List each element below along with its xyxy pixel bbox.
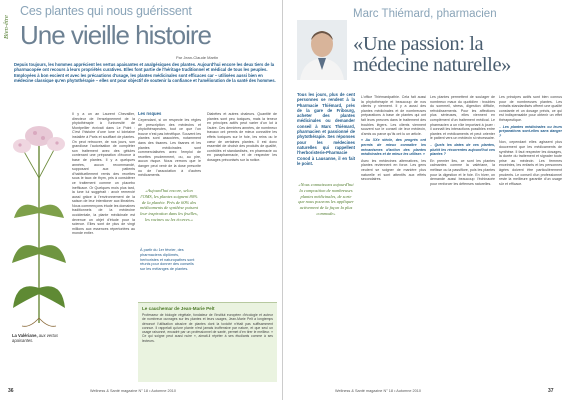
interview-column-2 — [430, 95, 495, 383]
illustration-caption — [12, 333, 62, 343]
body-column-2-text: Cependant, si on respecte les règles de prescription des médecins et phytothérapeutes, tout ce que l'on trouve n'est pas bénéfique. Souvent les plantes sont associées, notamment dans des tisanes. Les tisanes et les plantes médicinales sont commercialisées avec l'emploi de recettes prudemment, ou, au pire, aucun risque. Nous verrons que le danger peut venir de la dose prescrite ou de l'association à d'autres médicaments. — [138, 118, 201, 178]
caption-plant-name: La Valériane, — [12, 333, 38, 338]
interview-column-1-text: L'office Thiémardpathie. Cela fait aussi la phytothérapie et beaucoup de nos clients y viennent. Il y a aussi des plantes médicinales et de nombreuses préparations à base de plantes qui ont fait leurs preuves dans le traitement des troubles légers. Les clients viennent souvent sur le conseil de leur médecin, d'amis ou parce qu'ils ont lu un article. — [361, 95, 426, 136]
aside-note: À partir du 1er février, des pharmaciens diplômés, herboristes et naturopathes sont réunis pour donner des conseils sur les mélanges de plantes. — [140, 248, 195, 272]
page-number-left: 36 — [8, 388, 14, 394]
right-page — [283, 0, 566, 400]
interview-column-3 — [499, 95, 562, 383]
body-column-3: Diabètes et autres chaleurs. Quantité de plantes sont peu toxiques, mais la teneur en principes actifs peut varier d'un lot à l'autre. Ces dernières années, de nombreux travaux ont permis de mieux connaître les effets toxiques sur le foie, les reins ou le cœur de certaines plantes. Il est donc essentiel de choisir des produits de qualité, contrôlés et standardisés, en pharmacie ou en parapharmacie, et de respecter les dosages préconisés sur la notice. — [207, 112, 277, 162]
footer-left: Wellness & Santé magazine N° 18 • Automne 2010 — [90, 389, 176, 393]
valerian-plant-illustration — [10, 118, 68, 328]
article-kicker: Ces plantes qui nous guérissent — [20, 4, 192, 18]
article-intro: Depuis toujours, les hommes apprécient les vertus apaisantes et analgésiques des plantes. Aujourd'hui encore les deux tiers de la pharmacopée ont recours à leurs propriétés curatives. Elles font partie de l'héritage traditionnel et médical de tous les peuples. Employées à bon escient et avec les précautions d'usage, les plantes médicinales sont efficaces car – utilisées aussi bien en médecine classique qu'en phytothérapie – elles ont pour objectif de soutenir la confiance et l'amélioration de la santé des hommes. — [14, 62, 276, 83]
interview-title: «Une passion: la médecine naturelle» — [353, 33, 512, 76]
pull-quote-right: «Nous connaissons aujourd'hui la composition de nombreuses plantes médicinales, de sorte que nous pouvons les appliquer activement de la façon la plus commode» — [298, 182, 354, 216]
interview-intro: Tous les jours, plus de cent personnes se rendent à la Pharmacie Thiémard, près de la gare de Fribourg, acheter des plantes médicinales ou demander conseil à Marc Thiémard, pharmacien et passionné de phytothérapie. Ses réponses pour les médecines naturelles qui rappellent l'herboristerie-Pharmacie Conod à Lausanne, il en fait le point. — [297, 92, 355, 166]
sidebar-box-body: Professeur de biologie végétale, fondateur de l'Institut européen d'écologie et auteur de nombreux ouvrages sur les plantes et leurs usages, Jean-Marie Pelt a longtemps dénoncé l'utilisation abusive de plantes dont la toxicité n'était pas suffisamment connue. Il rappelait qu'une plante n'est jamais inoffensive par nature, et que seul un usage raisonné, encadré par un professionnel de santé, permet d'en tirer le meilleur. « Ce qui soigne peut aussi nuire », aimait-il répéter à ses étudiants comme à ses lecteurs. — [142, 313, 273, 343]
caption-text: aux vertus apaisantes. — [12, 333, 59, 344]
article-byline: Par Jean-Claude Martin — [176, 55, 219, 60]
body-column-1: Il y a un an Laurent Chevallier, directeur de l'enseignement de la phytothérapie à l'université de Montpellier écrivait dans Le Point : C'est l'histoire d'une lune si lointaine installée à Paris et soufflant de plantes. On peut retrouver, de nos jours, son grandiose l'autorisation de compléter son traitement avec des gélules contenant une préparation d'écorce à base de plantes. Il y a quelques années, aucun recommandé, supposant aux patients d'habituellement remis des recettes sous le taux de thym, pris à considérer ce traitement comme un placebo inefficace. Or Quelques mois plus tard, la lune lui suggérait : avoir remercié aussi grâce à l'environnement de la saison de leur intentioner aux librairies. Nous commençons étude les domaines traditionnels de la médecine occidentale, la plante médicinale est devenue un objet d'étude pour la science. Elles sont de plus de vingt millions aux essences répertoriées au monde entier. — [72, 112, 135, 236]
sidebar-box — [138, 302, 277, 382]
pull-quote-left: «Aujourd'hui encore, selon l'OMS, les plantes soignent 80% de la planète. Près de 60% des médicaments de synthèse puisent leur inspiration dans les feuilles, les racines ou les écorces.» — [140, 188, 198, 222]
interview-question-1: « Au XXe siècle, des progrès ont permis de mieux connaître les mécanismes d'action des plantes médicinales et de mieux les utiliser. » — [361, 138, 426, 157]
interview-question-2: – Quels les dates de ces plantes, plutôt les récurrentes aujourd'hui ces plantes ? — [430, 142, 495, 157]
interview-column-2-text-b: En premier lieu, ce sont les plantes calmantes comme la valériane, la mélisse ou la passiflore, puis les plantes pour la digestion et le foie. En hiver, on demande aussi beaucoup l'échinacée pour renforcer les défenses naturelles. — [430, 158, 495, 186]
pharmacist-portrait — [297, 20, 347, 80]
interview-column-3-text: Les principes actifs sont bien connus pour de nombreuses plantes. Les extraits standardisés offrent une qualité constante et un dosage précis, ce qui est indispensable pour obtenir un effet thérapeutique. — [499, 95, 562, 122]
subhead-risks: Les risques — [138, 112, 162, 116]
footer-right: Wellness & Santé magazine N° 18 • Automne 2010 — [335, 389, 421, 393]
article-title: Une vieille histoire — [20, 20, 211, 50]
interview-kicker: Marc Thiémard, pharmacien — [353, 8, 497, 20]
interview-column-1 — [361, 95, 426, 383]
interview-column-2-text: Les plantes permettent de soulager de nombreux maux du quotidien : troubles du sommeil, stress, digestion difficile, refroidissements. Pour les affections plus sérieuses, elles viennent en complément d'un traitement médical. Le pharmacien a un rôle important à jouer : il connaît les interactions possibles entre plantes et médicaments et peut orienter le patient vers un médecin si nécessaire. — [430, 95, 495, 141]
page-number-right: 37 — [548, 388, 554, 394]
section-rubric: Bien-être — [3, 15, 10, 39]
interview-question-3: – Les plantes médicinales ou leurs préparations sont-elles sans danger ? — [499, 124, 562, 138]
interview-column-3-text-b: Non, cependant elles agissent plus doucement que les médicaments de synthèse. Il faut respecter les dosages, la durée du traitement et signaler toute prise au médecin. Les femmes enceintes, les enfants et les personnes âgées doivent être particulièrement prudents. Le conseil d'un professionnel reste la meilleure garantie d'un usage sûr et efficace. — [499, 140, 562, 186]
sidebar-box-title: Le cauchemar de Jean-Marie Pelt — [142, 306, 215, 311]
interview-column-1-text-b: Avec les médecines alternatives, les plantes reviennent en force. Les gens veulent se soigner de manière plus naturelle et sont attentifs aux effets secondaires. — [361, 158, 426, 182]
